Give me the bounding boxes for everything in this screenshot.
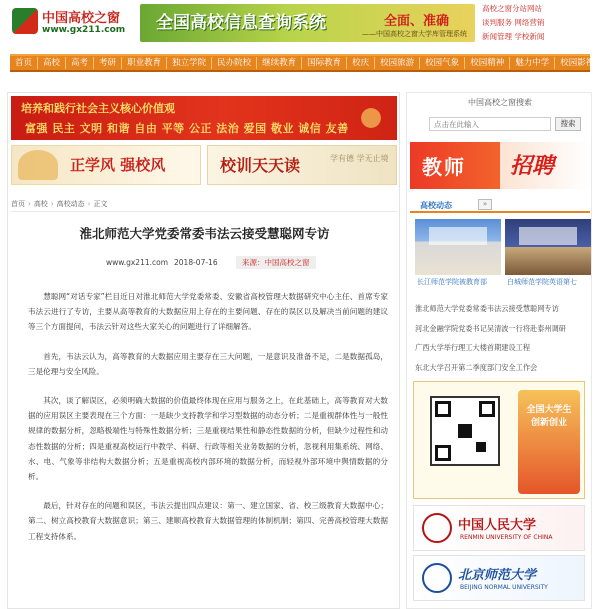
breadcrumb-separator-icon: › xyxy=(50,199,54,208)
article-title: 淮北师范大学党委常委韦法云接受慧聪网专访 xyxy=(79,226,330,241)
breadcrumb xyxy=(11,198,397,212)
breadcrumb-separator-icon: › xyxy=(87,199,91,208)
sidebar xyxy=(406,92,592,609)
site-header xyxy=(0,0,600,48)
nav-item-private[interactable]: 民办院校 xyxy=(212,57,257,69)
main-column xyxy=(7,92,400,609)
more-icon[interactable]: » xyxy=(478,199,492,210)
university-english-name: RENMIN UNIVERSITY OF CHINA xyxy=(460,534,553,541)
news-section-label: 高校动态 xyxy=(420,201,452,210)
school-motto-side: 学有德 学无止境 xyxy=(330,154,389,163)
study-style-banner[interactable] xyxy=(11,145,201,185)
list-item[interactable]: 东北大学召开第二季度部门安全工作会 xyxy=(415,362,538,372)
logo-mark-icon xyxy=(12,8,38,34)
top-link[interactable]: 谈判服务 网络营销 xyxy=(482,18,545,27)
nav-item-kaoyan[interactable]: 考研 xyxy=(94,57,122,69)
nav-item-home[interactable]: 首页 xyxy=(10,57,38,69)
qr-side-text: 全国大学生 创新创业 xyxy=(526,405,572,428)
article-paragraph: 首先，韦法云认为，高等教育的大数据应用主要存在三大问题，一是意识及准备不足，二是数据孤岛，三是伦理与安全风险。 xyxy=(28,351,388,376)
banner-sub: ——中国高校之窗大学库管理系统 xyxy=(362,30,467,38)
breadcrumb-separator-icon: › xyxy=(28,199,31,208)
article-site[interactable]: www.gx211.com xyxy=(106,258,169,267)
logo-url: www.gx211.com xyxy=(42,25,126,35)
list-item[interactable]: 河北金融学院党委书记吴清波一行将赴泰州调研 xyxy=(415,323,566,333)
university-name: 中国人民大学 xyxy=(458,518,537,533)
search-title: 中国高校之窗搜索 xyxy=(468,98,532,107)
site-logo[interactable] xyxy=(12,6,130,42)
list-item[interactable]: 淮北师范大学党委常委韦法云接受慧聪网专访 xyxy=(415,304,559,313)
values-emblem-icon xyxy=(353,102,389,134)
renmin-university-banner[interactable] xyxy=(413,505,585,551)
qr-banner[interactable] xyxy=(413,381,585,499)
article-paragraph: 其次，谈了解误区，必须明确大数据的价值最终体现在应用与服务之上，在此基础上，高等教育对大数据的应用误区主要表现在三个方面：一是缺少支持教学和学习型数据的动态分析；二是重视群体性与一般性规律的数据分析，忽略极端性与特殊性数据分析；三是重视结果性和静态性数据的分析，但缺少过程性和动态性数据的分析；四是重视高校运行中教学、科研、行政等相关业务数据的分析，忽视利用集系统、网络、水、电、气象等非结构大数据分析；五是重视高校内部环境的数据分析，而轻视外部环境中舆情数据的分析。 xyxy=(28,396,388,482)
nav-item-middle-school[interactable]: 魅力中学 xyxy=(510,57,555,69)
nav-item-universities[interactable]: 高校 xyxy=(38,57,66,69)
top-link[interactable]: 新闻管理 学校新闻 xyxy=(482,32,545,41)
article-meta xyxy=(88,256,328,270)
nav-item-campus-weather[interactable]: 校园气象 xyxy=(420,57,465,69)
thumbnail-caption[interactable]: 长江师范学院被教育部 xyxy=(417,278,487,286)
nav-item-anniversary[interactable]: 校庆 xyxy=(347,57,375,69)
search-button[interactable]: 搜索 xyxy=(555,117,581,131)
values-banner-line2: 富强 民主 文明 和谐 自由 平等 公正 法治 爱国 敬业 诚信 友善 xyxy=(25,122,349,135)
top-links xyxy=(482,2,594,44)
top-link[interactable]: 高校之窗分站网站 xyxy=(482,4,542,13)
nav-item-independent[interactable]: 独立学院 xyxy=(167,57,212,69)
breadcrumb-universities[interactable]: 高校 xyxy=(33,199,48,208)
thumbnail-stage-icon xyxy=(519,227,577,245)
university-english-name: BEIJING NORMAL UNIVERSITY xyxy=(460,584,548,591)
nav-item-campus-spirit[interactable]: 校园精神 xyxy=(465,57,510,69)
breadcrumb-home[interactable]: 首页 xyxy=(11,199,25,208)
values-banner-line1: 培养和践行社会主义核心价值观 xyxy=(21,102,175,115)
university-seal-icon xyxy=(422,513,452,543)
nav-item-vocational[interactable]: 职业教育 xyxy=(122,57,167,69)
logo-title: 中国高校之窗 xyxy=(42,11,121,26)
banner-main: 全国高校信息查询系统 xyxy=(156,13,326,33)
school-building-icon xyxy=(18,150,58,180)
news-list xyxy=(415,299,591,377)
header-banner[interactable] xyxy=(140,4,475,42)
article-date: 2018-07-16 xyxy=(174,258,218,267)
banner-slogan: 全面、准确 xyxy=(384,14,450,29)
qr-side-panel xyxy=(518,390,580,494)
thumbnail-caption[interactable]: 白城师范学院英语第七 xyxy=(507,278,577,286)
university-name: 北京师范大学 xyxy=(458,568,537,583)
nav-item-gaokao[interactable]: 高考 xyxy=(66,57,94,69)
values-banner[interactable] xyxy=(11,96,397,140)
school-motto-text: 校训天天读 xyxy=(220,156,301,175)
search-input[interactable] xyxy=(429,117,551,131)
nav-item-campus-film[interactable]: 校园影视 xyxy=(560,58,595,68)
qr-code-icon xyxy=(430,396,500,466)
article-source: 来源：中国高校之窗 xyxy=(236,256,316,269)
recruit-hire-text: 招聘 xyxy=(510,154,555,179)
article-body xyxy=(28,289,388,558)
recruit-teacher-text: 教师 xyxy=(422,155,466,179)
breadcrumb-news[interactable]: 高校动态 xyxy=(56,199,85,208)
list-item[interactable]: 广西大学举行理工大楼首期建设工程 xyxy=(415,343,531,352)
university-seal-icon xyxy=(422,563,452,593)
nav-item-continuing[interactable]: 继续教育 xyxy=(257,57,302,69)
bnu-university-banner[interactable] xyxy=(413,555,585,601)
news-thumbnail[interactable] xyxy=(415,219,501,275)
nav-item-campus-travel[interactable]: 校园旅游 xyxy=(375,57,420,69)
news-section-header xyxy=(410,199,590,213)
study-style-text: 正学风 强校风 xyxy=(70,156,166,174)
thumbnail-sign-icon xyxy=(429,227,487,245)
nav-item-international[interactable]: 国际教育 xyxy=(302,57,347,69)
main-nav xyxy=(10,54,595,72)
teacher-recruit-banner[interactable] xyxy=(410,142,590,189)
news-thumbnail[interactable] xyxy=(505,219,591,275)
article-paragraph: 最后，针对存在的问题和误区，韦法云提出四点建议：第一、建立国家、省、校三级教育大数据中心；第二、树立高校教育大数据意识；第三、建顺高校教育大数据管理的体制机制；第四、完善高校管理大数据工程支持体系。 xyxy=(28,501,388,541)
article-paragraph: 慧聪网“对话专家”栏目近日对淮北师范大学党委常委、安徽省高校管理大数据研究中心主任、首席专家韦法云进行了专访，主要从高等教育的大数据应用上存在的主要问题、存在的误区以及解决当前问题的建议等三个方面提问，韦法云针对这些大家关心的问题进行了详细解答。 xyxy=(28,292,388,332)
school-motto-banner[interactable] xyxy=(207,145,397,185)
breadcrumb-current: 正文 xyxy=(93,199,108,208)
